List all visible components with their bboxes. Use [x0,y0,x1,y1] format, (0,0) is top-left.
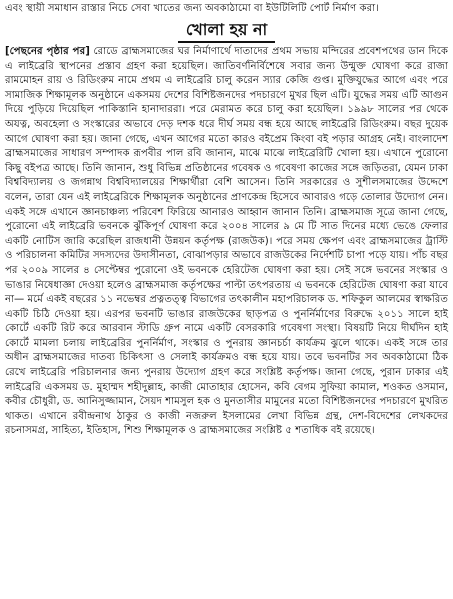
headline-container [5,19,448,43]
headline: খোলা হয় না [178,19,275,43]
continued-from-tag: [পেছনের পৃষ্ঠার পর] [5,46,90,57]
article-body [5,45,448,439]
previous-article-tail: এবং স্থায়ী সমাধান রাস্তার নিচে সেবা খাতের জন্য অবকাঠামো বা ইউটিলিটি পোর্ট নির্মাণ করা। [5,3,379,14]
article-paragraph [5,45,448,439]
article-text: রোডে ব্রাহ্মসমাজের ঘর নির্মাণার্থে দাতাদের প্রথম সভায় মন্দিরের প্রবেশপথের ডান দিকে এ লাইব্রেরি স্থাপনের প্রস্তাব গ্রহণ করা হয়েছিল। জাতিবর্ণনির্বিশেষে সবার জন্য উন্মুক্ত ঘোষণা করে রাজা রামমোহন রায় ও রিডিংরুম নামে প্রথম এ লাইব্রেরি চালু করেন স্যার কেজি গুপ্ত। মুক্তিযুদ্ধের আগে এবং পরে সামাজিক শিক্ষামূলক অনুষ্ঠানে একসময় দেশের বিশিষ্টজনদের পদচারণে মুখর ছিল এটি। যুদ্ধের সময় এটি আগুন দিয়ে পুড়িয়ে দিয়েছিল পাকিস্তানি হানাদাররা। পরে মেরামত করে চালু করা হয়েছিল। ১৯৯৮ সালের পর থেকে অযত্ন, অবহেলা ও সংস্কারের অভাবে দেড় দশক ধরে দীর্ঘ সময় বন্ধ হয়ে আছে লাইব্রেরি রিডিংরুম। বছর দুয়েক আগে ঘোষণা করা হয়। জানা গেছে, এখন আগের মতো কারও বইপ্রেম কিংবা বই পড়ার আগ্রহ নেই। বাংলাদেশ ব্রাহ্মসমাজের সাধারণ সম্পাদক রূপবীর পাল রবি জানান, মাঝে মাঝে লাইব্রেরিটি খোলা হয়। এখানে পুরোনো কিছু বইপত্র আছে। তিনি জানান, শুধু বিভিন্ন প্রতিষ্ঠানের গবেষক ও গবেষণা কাজের সঙ্গে জড়িতরা, যেমন ঢাকা বিশ্ববিদ্যালয় ও জগন্নাথ বিশ্ববিদ্যালয়ের শিক্ষার্থীরা বেশি আসেন। তিনি সরকারের ও সুশীলসমাজের উদ্দেশে বলেন, তারা যেন এই লাইব্রেরিকে শিক্ষামূলক অনুষ্ঠানের প্রাণকেন্দ্র হিসেবে আবারও গড়ে তোলার উদ্যোগ নেন। একই সঙ্গে এখানে জ্ঞানচাঞ্চল্য পরিবেশ ফিরিয়ে আনারও আহ্বান জানান তিনি। ব্রাহ্মসমাজ সূত্রে জানা গেছে, পুরোনো এই লাইব্রেরি ভবনকে ঝুঁকিপূর্ণ ঘোষণা করে ২০০৪ সালের ৯ মে টি সাত দিনের মধ্যে ভেঙে ফেলার একটি নোটিস জারি করেছিল রাজধানী উন্নয়ন কর্তৃপক্ষ (রাজউক)। পরে সময় ক্ষেপণ এবং ব্রাহ্মসমাজের ট্রাস্টি ও পরিচালনা কমিটির সদস্যদের উদাসীনতা, বোঝাপড়ার অভাবে রাজউকের নির্দেশটি চাপা পড়ে যায়। পাঁচ বছর পর ২০০৯ সালের ৪ সেপ্টেম্বর পুরোনো ওই ভবনকে হেরিটেজ ঘোষণা করা হয়। সেই সঙ্গে ভবনের সংস্কার ও ভাঙার নিষেধাজ্ঞা দেওয়া হলেও ব্রাহ্মসমাজ কর্তৃপক্ষের পাল্টা তৎপরতায় এ ভবনকে হেরিটেজ ঘোষণা করা যাবে না— মর্মে একই বছরের ১১ নভেম্বর প্রত্নতত্ত্ব বিভাগের তৎকালীন মহাপরিচালক ড. শফিকুল আলমের স্বাক্ষরিত একটি চিঠি দেওয়া হয়। এরপর ভবনটি ভাঙার রাজউকের ছাড়পত্র ও পুনর্নির্মাণের বিরুদ্ধে ২০১১ সালে হাই কোর্টে একটি রিট করে আরবান স্টাডি গ্রুপ নামে একটি বেসরকারি গবেষণা সংস্থা। বিষয়টি নিয়ে দীর্ঘদিন হাই কোর্টে মামলা চলায় লাইব্রেরির পুনর্নির্মাণ, সংস্কার ও পুনরায় জ্ঞানচর্চা কার্যক্রম ঝুলে থাকে। একই সঙ্গে তার অধীন ব্রাহ্মসমাজের দাতব্য চিকিৎসা ও সেলাই কার্যক্রমও বন্ধ হয়ে যায়। তবে ভবনটির সব অবকাঠামো ঠিক রেখে লাইব্রেরি পরিচালনার জন্য পুনরায় উদ্যোগ গ্রহণ করে সংশ্লিষ্ট কর্তৃপক্ষ। জানা গেছে, পুরান ঢাকার এই লাইব্রেরি একসময় ড. মুহাম্মদ শহীদুল্লাহ, কাজী মোতাহার হোসেন, কবি বেগম সুফিয়া কামাল, শওকত ওসমান, কবীর চৌধুরী, ড. আনিসুজ্জামান, সৈয়দ শামসুল হক ও মুনতাসীর মামুনের মতো বিশিষ্টজনদের পদচারণে মুখরিত থাকত। এখানে রবীন্দ্রনাথ ঠাকুর ও কাজী নজরুল ইসলামের লেখা বিভিন্ন গ্রন্থ, দেশ-বিদেশের লেখকদের রচনাসমগ্র, সাহিত্য, ইতিহাস, শিশু শিক্ষামূলক ও ব্রাহ্মসমাজের সংশ্লিষ্ট ৫ শতাধিক বই রয়েছে। [5,46,448,437]
newspaper-clipping [0,2,453,599]
